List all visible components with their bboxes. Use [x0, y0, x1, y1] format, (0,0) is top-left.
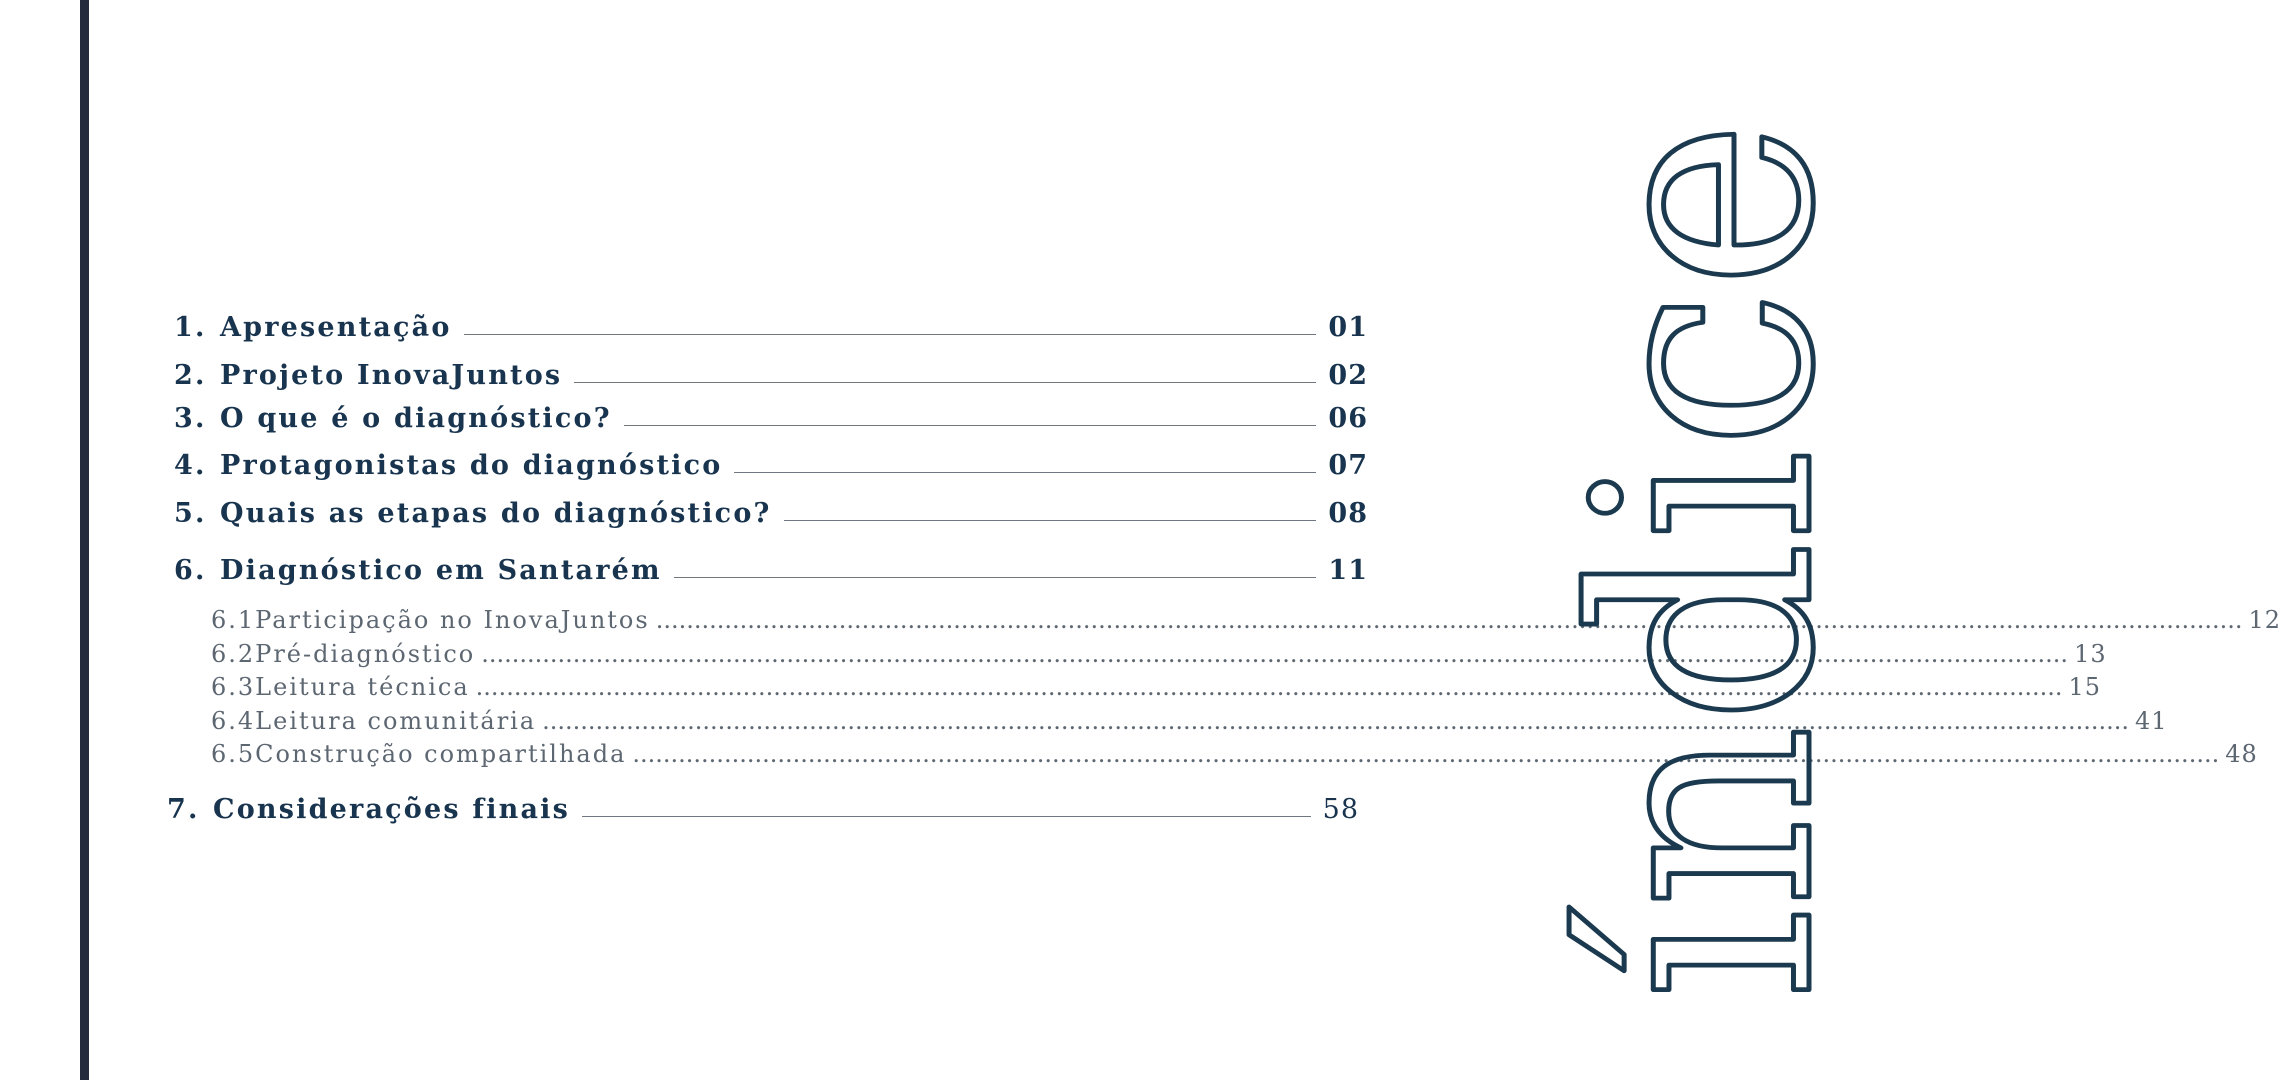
toc-item-label: Apresentação: [220, 312, 452, 343]
leader-line: [624, 425, 1317, 426]
toc-item-number: 6.: [174, 555, 207, 586]
toc-subitem-label: Leitura comunitária: [255, 707, 537, 735]
toc-subitem-6-5[interactable]: [211, 740, 2258, 768]
toc-item-label: Quais as etapas do diagnóstico?: [220, 498, 772, 529]
toc-subitem-page: 41: [2134, 707, 2168, 735]
toc-item-3[interactable]: [174, 403, 1368, 434]
toc-subitem-page: 48: [2225, 740, 2258, 768]
leader-line: [734, 472, 1316, 473]
toc-item-page: 06: [1328, 403, 1368, 434]
toc-item-page: 58: [1322, 794, 1359, 825]
toc-item-number: 5.: [174, 498, 207, 529]
toc-subitem-page: 15: [2068, 673, 2102, 701]
toc-subitem-number: 6.4: [211, 707, 256, 735]
toc-item-page: 08: [1328, 498, 1368, 529]
toc-item-7[interactable]: [167, 794, 1359, 825]
toc-subitem-6-3[interactable]: [211, 673, 2102, 701]
toc-subitem-label: Participação no InovaJuntos: [255, 606, 650, 634]
page-title: [1497, 77, 1880, 1005]
toc-subitem-number: 6.3: [211, 673, 256, 701]
toc-subitem-number: 6.1: [211, 606, 256, 634]
toc-item-label: Diagnóstico em Santarém: [220, 555, 662, 586]
toc-item-number: 4.: [174, 450, 207, 481]
toc-item-4[interactable]: [174, 450, 1368, 481]
toc-subitem-6-1[interactable]: [211, 606, 2281, 634]
toc-item-number: 2.: [174, 360, 207, 391]
toc-subitem-6-4[interactable]: [211, 707, 2168, 735]
toc-subitem-label: Pré-diagnóstico: [255, 640, 476, 668]
toc-item-page: 02: [1328, 360, 1368, 391]
toc-subitem-number: 6.5: [211, 740, 256, 768]
toc-item-5[interactable]: [174, 498, 1368, 529]
leader-line: [464, 334, 1317, 335]
toc-item-label: O que é o diagnóstico?: [220, 403, 612, 434]
toc-item-1[interactable]: [174, 312, 1368, 343]
toc-item-label: Projeto InovaJuntos: [220, 360, 563, 391]
page-title-svg: [1497, 77, 1880, 1005]
toc-item-page: 07: [1328, 450, 1368, 481]
dot-leader: [656, 606, 2243, 634]
leader-line: [674, 577, 1317, 578]
toc-item-page: 11: [1328, 555, 1368, 586]
toc-item-label: Protagonistas do diagnóstico: [220, 450, 723, 481]
toc-subitem-page: 12: [2248, 606, 2281, 634]
leader-line: [582, 816, 1311, 817]
page-title-text: índice: [1531, 77, 1880, 1000]
dot-leader: [632, 740, 2219, 768]
toc-item-2[interactable]: [174, 360, 1368, 391]
toc-subitem-number: 6.2: [211, 640, 256, 668]
toc-item-number: 7.: [167, 794, 200, 825]
toc-subitem-6-2[interactable]: [211, 640, 2107, 668]
toc-subitem-label: Leitura técnica: [255, 673, 470, 701]
toc-item-number: 3.: [174, 403, 207, 434]
dot-leader: [542, 707, 2129, 735]
leader-line: [574, 382, 1316, 383]
toc-item-6[interactable]: [174, 555, 1368, 586]
toc-item-label: Considerações finais: [213, 794, 571, 825]
toc-subitem-page: 13: [2074, 640, 2107, 668]
toc-item-page: 01: [1328, 312, 1368, 343]
toc-item-number: 1.: [174, 312, 207, 343]
leader-line: [784, 520, 1317, 521]
toc-subitem-label: Construção compartilhada: [255, 740, 627, 768]
